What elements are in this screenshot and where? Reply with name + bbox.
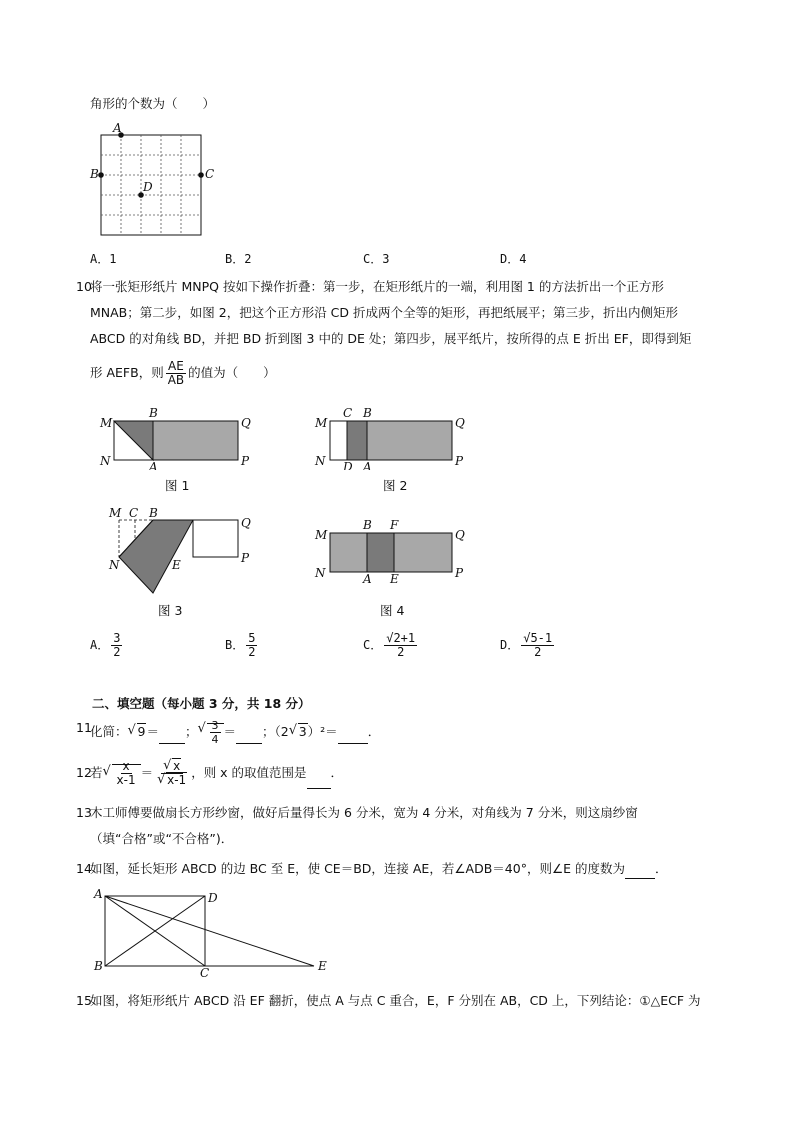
svg-text:P: P <box>455 454 464 468</box>
q9-option-c[interactable]: C．3 <box>363 252 390 266</box>
svg-text:M: M <box>315 416 328 430</box>
q13-line-2: （填“合格”或“不合格”)． <box>90 831 234 846</box>
q15-line-1: 如图，将矩形纸片 ABCD 沿 EF 翻折，使点 A 与点 C 重合，E，F 分别在 AB，CD 上，下列结论：①△ECF 为 <box>90 993 701 1008</box>
q10-figure-3-caption: 图 3 <box>158 603 183 618</box>
svg-text:E: E <box>172 558 181 572</box>
q10-figure-4-caption: 图 4 <box>380 603 405 618</box>
q10-figure-3 <box>105 505 270 600</box>
svg-text:B: B <box>94 959 103 973</box>
q10-line-4 <box>90 360 276 387</box>
q14-figure <box>86 884 336 979</box>
q11-line: 化简：√ 9＝ ； √ $\frac{3}{4}$ ＝ ；（2√ 3）²＝ ． <box>90 719 380 746</box>
svg-text:C: C <box>343 406 353 420</box>
q10-ratio-fraction: $\frac{AE}{AB}$ <box>167 359 185 387</box>
svg-text:D: D <box>343 460 353 470</box>
q9-question-tail: 角形的个数为（ ） <box>90 96 216 111</box>
svg-text:A: A <box>149 460 158 470</box>
point-b <box>98 172 104 178</box>
q10-option-d[interactable]: D． $\frac{√5-1}{2}$ <box>500 631 553 659</box>
q12-line: 若 √ $\frac{x}{x-1}$ ＝ √ x √ x-1 ，则 x 的取值范围是 ． <box>90 758 343 789</box>
svg-text:A: A <box>94 887 103 901</box>
q14-number: 14 <box>76 861 92 876</box>
q11-number: 11 <box>76 720 92 735</box>
q11-blank-3[interactable] <box>338 721 368 744</box>
q14-line-1: 如图，延长矩形 ABCD 的边 BC 至 E，使 CE＝BD，连接 AE，若∠ADB＝40°，则∠E 的度数为 ． <box>90 860 668 879</box>
q11-blank-2[interactable] <box>236 721 262 744</box>
q12-number: 12 <box>76 765 92 780</box>
svg-text:Q: Q <box>241 516 251 530</box>
svg-text:B: B <box>149 506 158 520</box>
q11-blank-1[interactable] <box>159 721 185 744</box>
svg-text:B: B <box>149 406 158 420</box>
svg-text:N: N <box>315 566 326 580</box>
q10-option-a[interactable]: A． $\frac{3}{2}$ <box>90 631 121 659</box>
svg-text:B: B <box>90 167 99 181</box>
svg-text:D: D <box>143 180 153 194</box>
q12-blank[interactable] <box>307 758 331 789</box>
svg-text:C: C <box>129 506 139 520</box>
svg-text:M: M <box>315 528 328 542</box>
q14-blank[interactable] <box>625 860 655 879</box>
q10-option-c[interactable]: C． $\frac{√2+1}{2}$ <box>363 631 416 659</box>
q10-line-2: MNAB；第二步，如图 2，把这个正方形沿 CD 折成两个全等的矩形，再把纸展平；第三步，折出内侧矩形 <box>90 305 678 320</box>
point-c <box>198 172 204 178</box>
svg-text:Q: Q <box>241 416 251 430</box>
svg-text:B: B <box>363 406 372 420</box>
q10-line-3: ABCD 的对角线 BD，并把 BD 折到图 3 中的 DE 处；第四步，展平纸片，按所得的点 E 折出 EF，即得到矩 <box>90 331 692 346</box>
svg-text:Q: Q <box>455 528 465 542</box>
q10-figure-1-caption: 图 1 <box>165 478 190 493</box>
q10-line-1: 将一张矩形纸片 MNPQ 按如下操作折叠：第一步，在矩形纸片的一端，利用图 1 的方法折出一个正方形 <box>90 279 664 294</box>
q15-number: 15 <box>76 993 92 1008</box>
svg-text:M: M <box>109 506 122 520</box>
svg-text:P: P <box>455 566 464 580</box>
q10-number: 10 <box>76 279 92 294</box>
svg-text:N: N <box>100 454 111 468</box>
q10-option-b[interactable]: B． $\frac{5}{2}$ <box>225 631 256 659</box>
section-2-title: 二、填空题（每小题 3 分，共 18 分） <box>92 696 311 711</box>
q9-option-a[interactable]: A．1 <box>90 252 117 266</box>
q9-option-b[interactable]: B．2 <box>225 252 252 266</box>
q13-number: 13 <box>76 805 92 820</box>
q9-grid-figure <box>86 120 216 240</box>
svg-text:P: P <box>241 454 250 468</box>
q10-figure-1 <box>95 405 270 470</box>
svg-text:D: D <box>208 891 218 905</box>
svg-text:P: P <box>241 551 250 565</box>
svg-text:B: B <box>363 518 372 532</box>
svg-text:M: M <box>100 416 113 430</box>
q9-option-d[interactable]: D．4 <box>500 252 527 266</box>
svg-text:C: C <box>205 167 215 181</box>
svg-text:N: N <box>109 558 120 572</box>
svg-text:A: A <box>113 121 122 135</box>
svg-text:C: C <box>200 966 210 979</box>
svg-text:N: N <box>315 454 326 468</box>
q10-figure-2-caption: 图 2 <box>383 478 408 493</box>
svg-text:A: A <box>363 572 372 585</box>
svg-text:F: F <box>390 518 399 532</box>
q13-line-1: 木工师傅要做扇长方形纱窗，做好后量得长为 6 分米，宽为 4 分米，对角线为 7 分米，则这扇纱窗 <box>90 805 638 820</box>
q10-figure-2 <box>312 405 482 470</box>
q10-line-4-start: 形 AEFB，则 <box>90 365 164 380</box>
svg-text:Q: Q <box>455 416 465 430</box>
svg-text:A: A <box>363 460 372 470</box>
svg-text:E: E <box>318 959 327 973</box>
q10-line-4-end: 的值为（ ） <box>188 365 276 380</box>
q10-figure-4 <box>312 515 482 585</box>
svg-text:E: E <box>390 572 399 585</box>
